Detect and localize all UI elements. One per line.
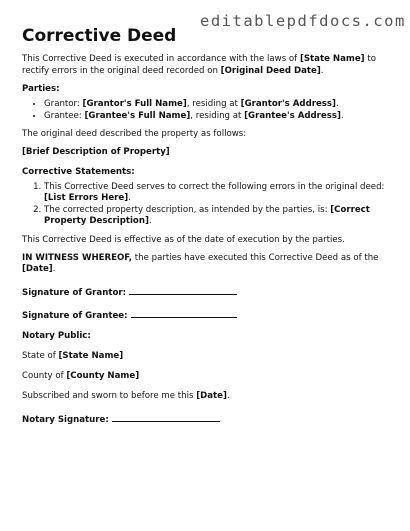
grantee-item bbox=[44, 111, 390, 122]
notary-state-placeholder: [State Name] bbox=[58, 350, 124, 361]
grantee-label: Grantee: bbox=[44, 110, 85, 121]
intro-text-3: . bbox=[320, 65, 324, 76]
grantee-name-placeholder: [Grantee's Full Name] bbox=[84, 110, 191, 121]
parties-list bbox=[22, 99, 390, 122]
document-title: Corrective Deed bbox=[22, 26, 177, 46]
document-body bbox=[22, 26, 390, 435]
grantor-label: Grantor: bbox=[44, 99, 83, 110]
notary-signature-row bbox=[22, 412, 390, 426]
corrective-list bbox=[22, 182, 390, 227]
corrective-item-2-end: . bbox=[148, 216, 152, 227]
grantee-signature-line[interactable] bbox=[131, 308, 237, 318]
notary-county-row bbox=[22, 371, 390, 382]
corrective-heading: Corrective Statements: bbox=[22, 166, 135, 177]
grantor-residing-text: , residing at bbox=[186, 99, 241, 110]
notary-sworn-date-placeholder: [Date] bbox=[196, 391, 227, 402]
property-description-text: [Brief Description of Property] bbox=[22, 147, 170, 158]
witness-paragraph bbox=[22, 253, 390, 276]
witness-date-placeholder: [Date] bbox=[22, 264, 53, 275]
witness-text: the parties have executed this Corrective Deed as of the bbox=[132, 252, 379, 263]
grantor-name-placeholder: [Grantor's Full Name] bbox=[82, 99, 187, 110]
notary-heading: Notary Public: bbox=[22, 331, 91, 342]
grantor-signature-line[interactable] bbox=[129, 285, 237, 295]
grantee-end: . bbox=[340, 110, 344, 121]
grantee-residing-text: , residing at bbox=[190, 110, 245, 121]
notary-state-row bbox=[22, 351, 390, 362]
notary-state-label: State of bbox=[22, 350, 59, 361]
grantor-address-placeholder: [Grantor's Address] bbox=[240, 99, 336, 110]
grantor-item bbox=[44, 99, 390, 110]
notary-county-label: County of bbox=[22, 370, 67, 381]
corrective-item-1-text: This Corrective Deed serves to correct the following errors in the original deed: bbox=[44, 182, 385, 193]
corrective-item-1 bbox=[44, 182, 390, 205]
correct-description-placeholder: [Correct Property Description] bbox=[44, 204, 370, 227]
site-watermark: editablepdfdocs.com bbox=[200, 12, 406, 30]
intro-state-placeholder: [State Name] bbox=[299, 54, 365, 65]
grantor-signature-row bbox=[22, 285, 390, 299]
parties-heading: Parties: bbox=[22, 84, 60, 95]
notary-signature-line[interactable] bbox=[112, 412, 220, 422]
notary-signature-label: Notary Signature: bbox=[22, 414, 109, 425]
witness-lead: IN WITNESS WHEREOF, bbox=[22, 252, 133, 263]
grantee-signature-label: Signature of Grantee: bbox=[22, 310, 128, 321]
errors-placeholder: [List Errors Here] bbox=[44, 193, 129, 204]
notary-sworn-text: Subscribed and sworn to before me this bbox=[22, 391, 197, 402]
property-intro: The original deed described the property as follows: bbox=[22, 129, 247, 140]
notary-county-placeholder: [County Name] bbox=[66, 370, 140, 381]
grantee-signature-row bbox=[22, 308, 390, 322]
witness-end: . bbox=[52, 264, 56, 275]
property-description-placeholder bbox=[22, 147, 390, 158]
effective-paragraph: This Corrective Deed is effective as of the date of execution by the parties. bbox=[22, 234, 345, 245]
corrective-item-2-text: The corrected property description, as intended by the parties, is: bbox=[44, 204, 331, 215]
notary-sworn-row bbox=[22, 391, 390, 402]
corrective-item-2 bbox=[44, 205, 390, 228]
corrective-item-1-end: . bbox=[128, 193, 131, 204]
grantor-signature-label: Signature of Grantor: bbox=[22, 287, 127, 298]
intro-text-1: This Corrective Deed is executed in accordance with the laws of bbox=[22, 54, 300, 65]
grantee-address-placeholder: [Grantee's Address] bbox=[244, 110, 341, 121]
intro-paragraph bbox=[22, 54, 390, 77]
intro-date-placeholder: [Original Deed Date] bbox=[220, 65, 321, 76]
intro-text-2: to rectify errors in the original deed recorded on bbox=[22, 54, 376, 76]
notary-sworn-end: . bbox=[226, 391, 230, 402]
grantor-end: . bbox=[335, 99, 339, 110]
